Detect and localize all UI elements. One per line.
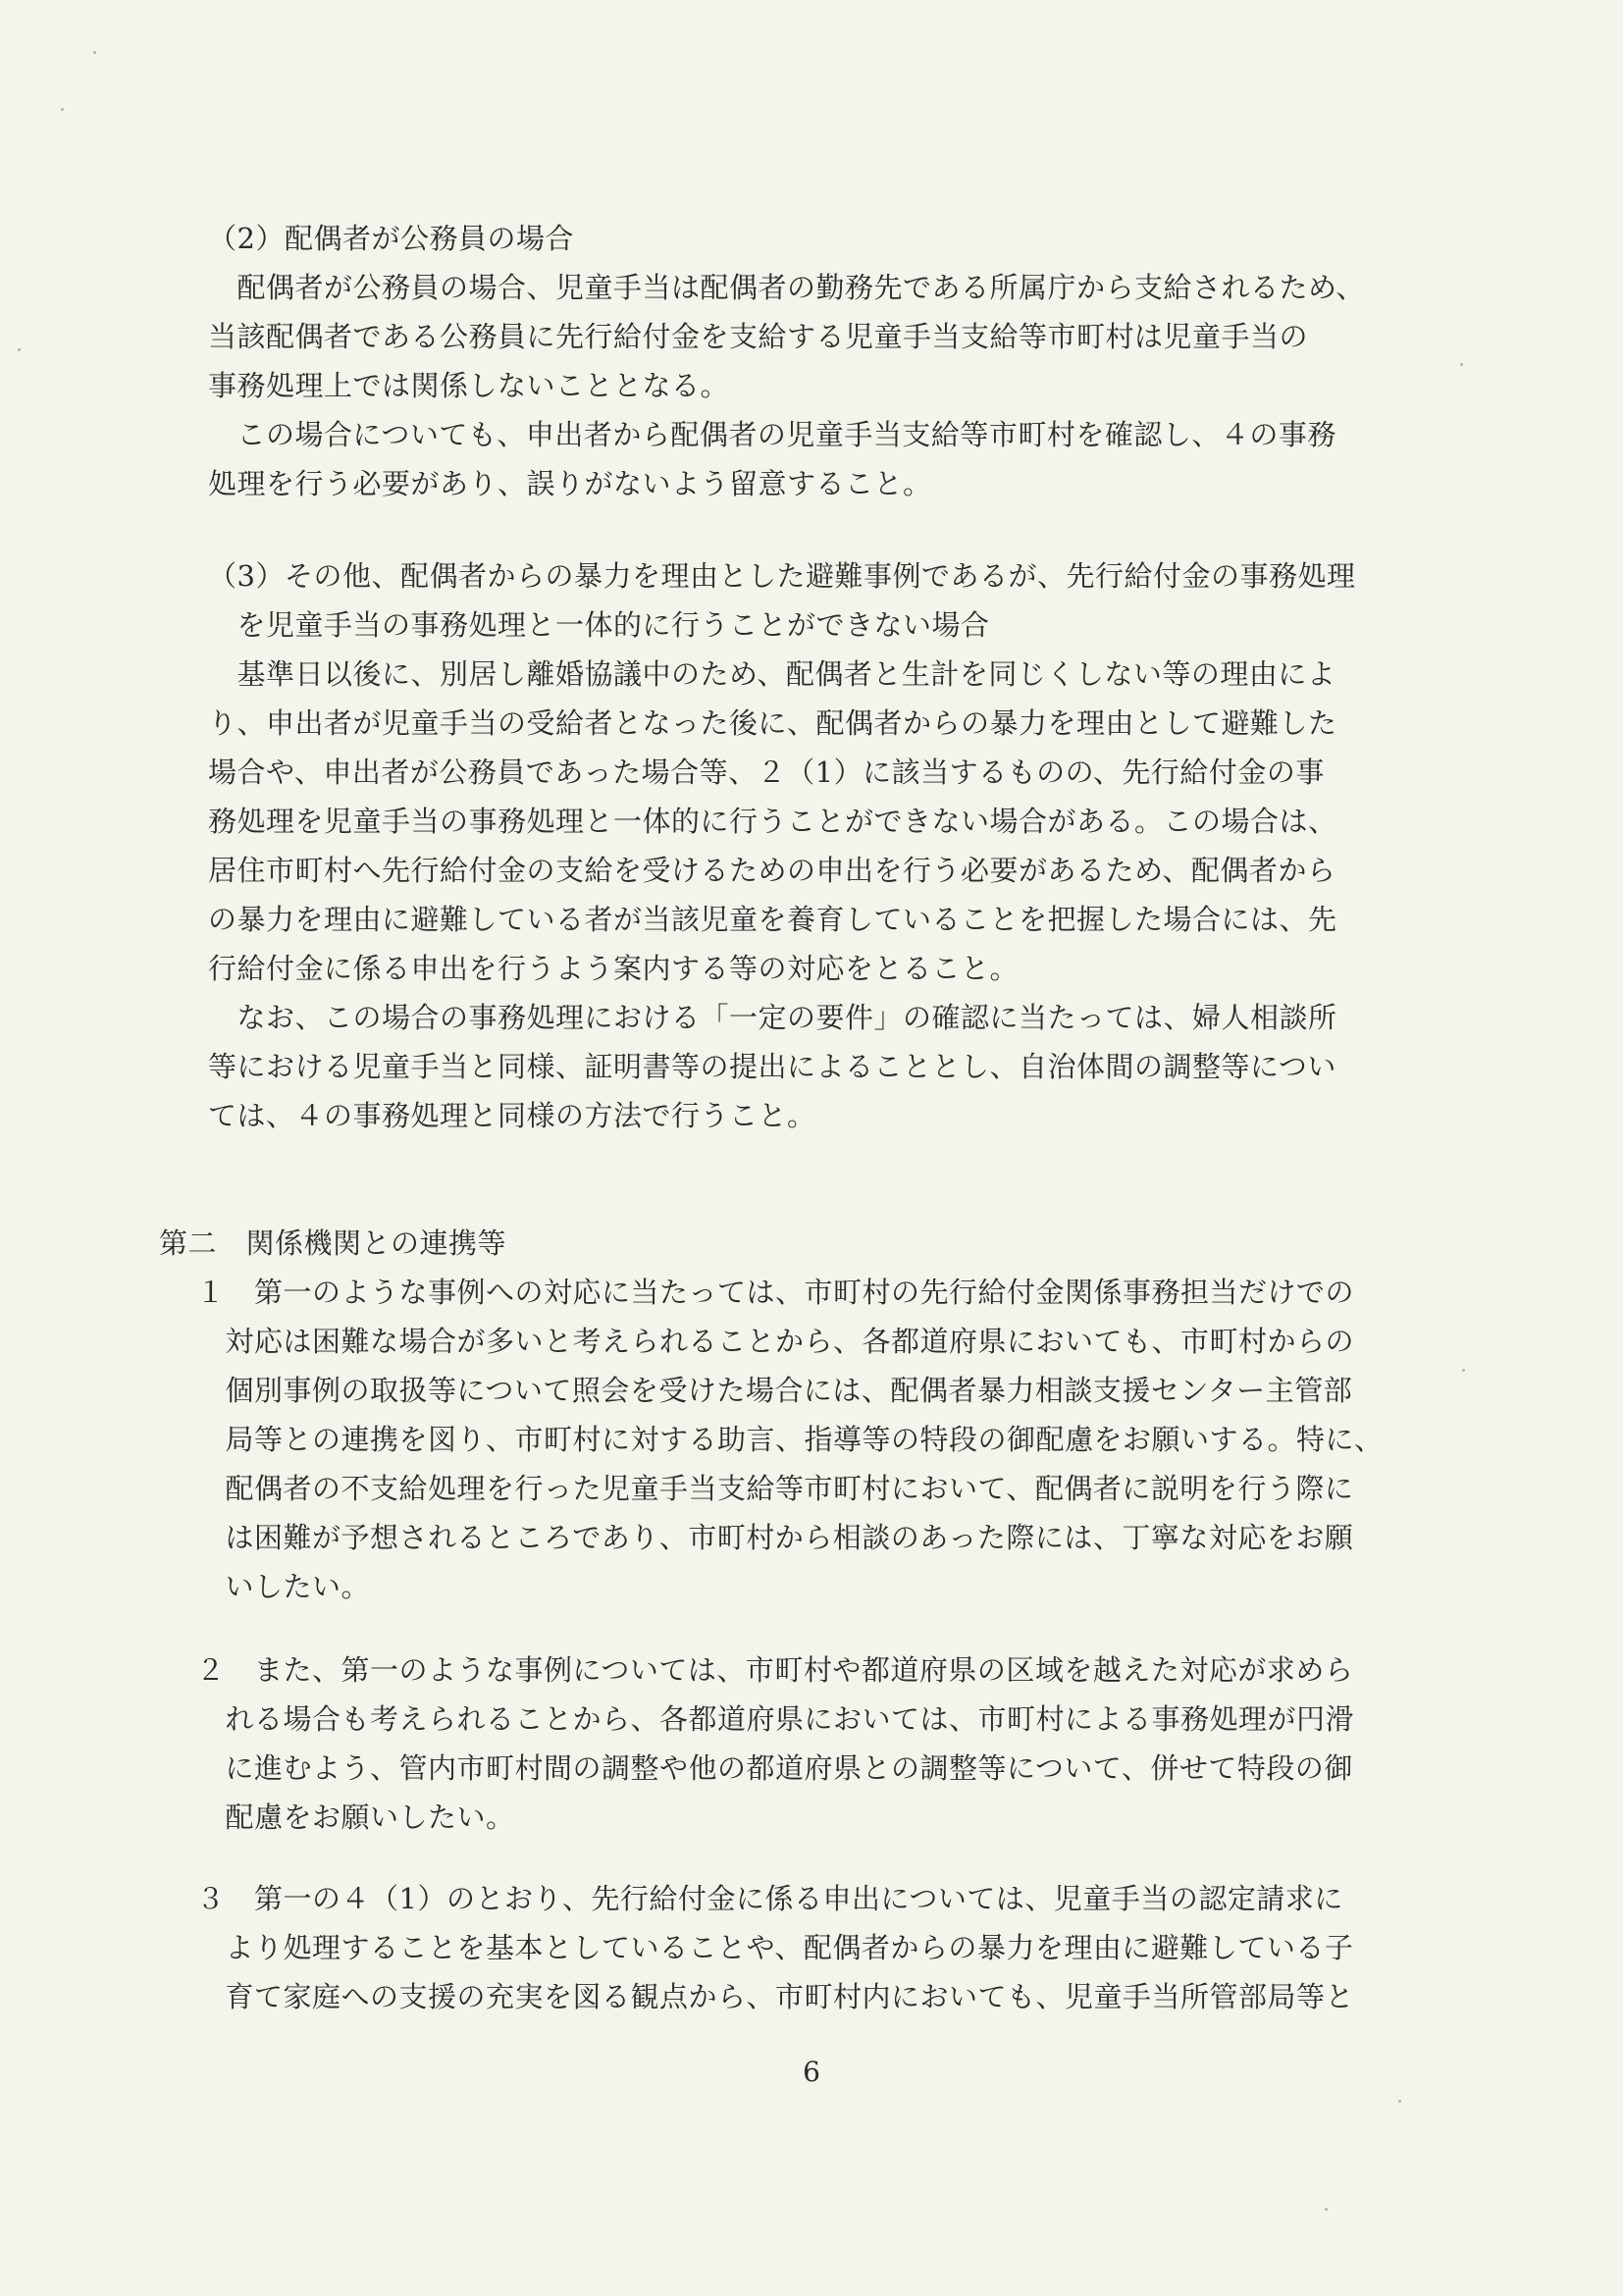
scan-speck xyxy=(1325,2208,1328,2211)
paragraph-line: 個別事例の取扱等について照会を受けた場合には、配偶者暴力相談支援センター主管部 xyxy=(196,1374,1353,1407)
paragraph-line: に進むよう、管内市町村間の調整や他の都道府県との調整等について、併せて特段の御 xyxy=(196,1751,1353,1785)
paragraph-line: １ 第一のような事例への対応に当たっては、市町村の先行給付金関係事務担当だけでの xyxy=(196,1276,1355,1309)
paragraph-line: 当該配偶者である公務員に先行給付金を支給する児童手当支給等市町村は児童手当の xyxy=(208,320,1309,353)
page-number: 6 xyxy=(803,2056,820,2088)
paragraph-line: 行給付金に係る申出を行うよう案内する等の対応をとること。 xyxy=(208,952,1020,985)
section-heading: （2）配偶者が公務員の場合 xyxy=(208,222,574,255)
chapter-2-item-1 xyxy=(196,1268,1384,1611)
paragraph-line: ３ 第一の４（1）のとおり、先行給付金に係る申出については、児童手当の認定請求に xyxy=(196,1882,1343,1915)
chapter-2-item-2 xyxy=(196,1645,1354,1842)
scan-speck xyxy=(93,51,96,54)
scan-speck xyxy=(61,108,64,111)
scan-speck xyxy=(1462,1369,1465,1372)
paragraph-line: 処理を行う必要があり、誤りがないよう留意すること。 xyxy=(208,467,932,500)
scan-speck xyxy=(1398,2100,1401,2103)
section-heading: （3）その他、配偶者からの暴力を理由とした避難事例であるが、先行給付金の事務処理 xyxy=(208,559,1356,593)
paragraph-line: 局等との連携を図り、市町村に対する助言、指導等の特段の御配慮をお願いする。特に、 xyxy=(196,1423,1384,1456)
paragraph-line: 配偶者が公務員の場合、児童手当は配偶者の勤務先である所属庁から支給されるため、 xyxy=(208,271,1365,304)
chapter-2-heading-block xyxy=(159,1219,506,1268)
paragraph-line: ２ また、第一のような事例については、市町村や都道府県の区域を越えた対応が求めら xyxy=(196,1653,1354,1687)
paragraph-line: 事務処理上では関係しないこととなる。 xyxy=(208,369,730,402)
scan-speck xyxy=(18,348,21,351)
paragraph-line: 居住市町村へ先行給付金の支給を受けるための申出を行う必要があるため、配偶者から xyxy=(208,854,1336,887)
chapter-2-item-3 xyxy=(196,1874,1354,2021)
paragraph-line: れる場合も考えられることから、各都道府県においては、市町村による事務処理が円滑 xyxy=(196,1702,1355,1736)
scan-speck xyxy=(1460,363,1463,366)
section-2-2 xyxy=(208,214,1365,508)
paragraph-line: 務処理を児童手当の事務処理と一体的に行うことができない場合がある。この場合は、 xyxy=(208,805,1337,838)
paragraph-line: 対応は困難な場合が多いと考えられることから、各都道府県においても、市町村からの xyxy=(196,1325,1355,1358)
paragraph-line: いしたい。 xyxy=(196,1570,371,1603)
section-heading: を児童手当の事務処理と一体的に行うことができない場合 xyxy=(208,608,990,642)
paragraph-line: 基準日以後に、別居し離婚協議中のため、配偶者と生計を同じくしない等の理由によ xyxy=(208,657,1336,691)
paragraph-line: 配偶者の不支給処理を行った児童手当支給等市町村において、配偶者に説明を行う際に xyxy=(196,1472,1354,1505)
chapter-heading: 第二 関係機関との連携等 xyxy=(159,1226,507,1260)
paragraph-line: より処理することを基本としていることや、配偶者からの暴力を理由に避難している子 xyxy=(196,1931,1354,1964)
paragraph-line: この場合についても、申出者から配偶者の児童手当支給等市町村を確認し、４の事務 xyxy=(208,418,1336,451)
paragraph-line: 等における児童手当と同様、証明書等の提出によることとし、自治体間の調整等につい xyxy=(208,1050,1336,1083)
paragraph-line: 場合や、申出者が公務員であった場合等、２（1）に該当するものの、先行給付金の事 xyxy=(208,756,1325,789)
paragraph-line: なお、この場合の事務処理における「一定の要件」の確認に当たっては、婦人相談所 xyxy=(208,1001,1337,1034)
paragraph-line: ては、４の事務処理と同様の方法で行うこと。 xyxy=(208,1099,816,1132)
paragraph-line: は困難が予想されるところであり、市町村から相談のあった際には、丁寧な対応をお願 xyxy=(196,1521,1354,1554)
section-2-3 xyxy=(208,551,1355,1140)
paragraph-line: 配慮をお願いしたい。 xyxy=(196,1800,515,1834)
paragraph-line: 育て家庭への支援の充実を図る観点から、市町村内においても、児童手当所管部局等と xyxy=(196,1980,1355,2013)
paragraph-line: の暴力を理由に避難している者が当該児童を養育していることを把握した場合には、先 xyxy=(208,903,1337,936)
paragraph-line: り、申出者が児童手当の受給者となった後に、配偶者からの暴力を理由として避難した xyxy=(208,706,1337,740)
